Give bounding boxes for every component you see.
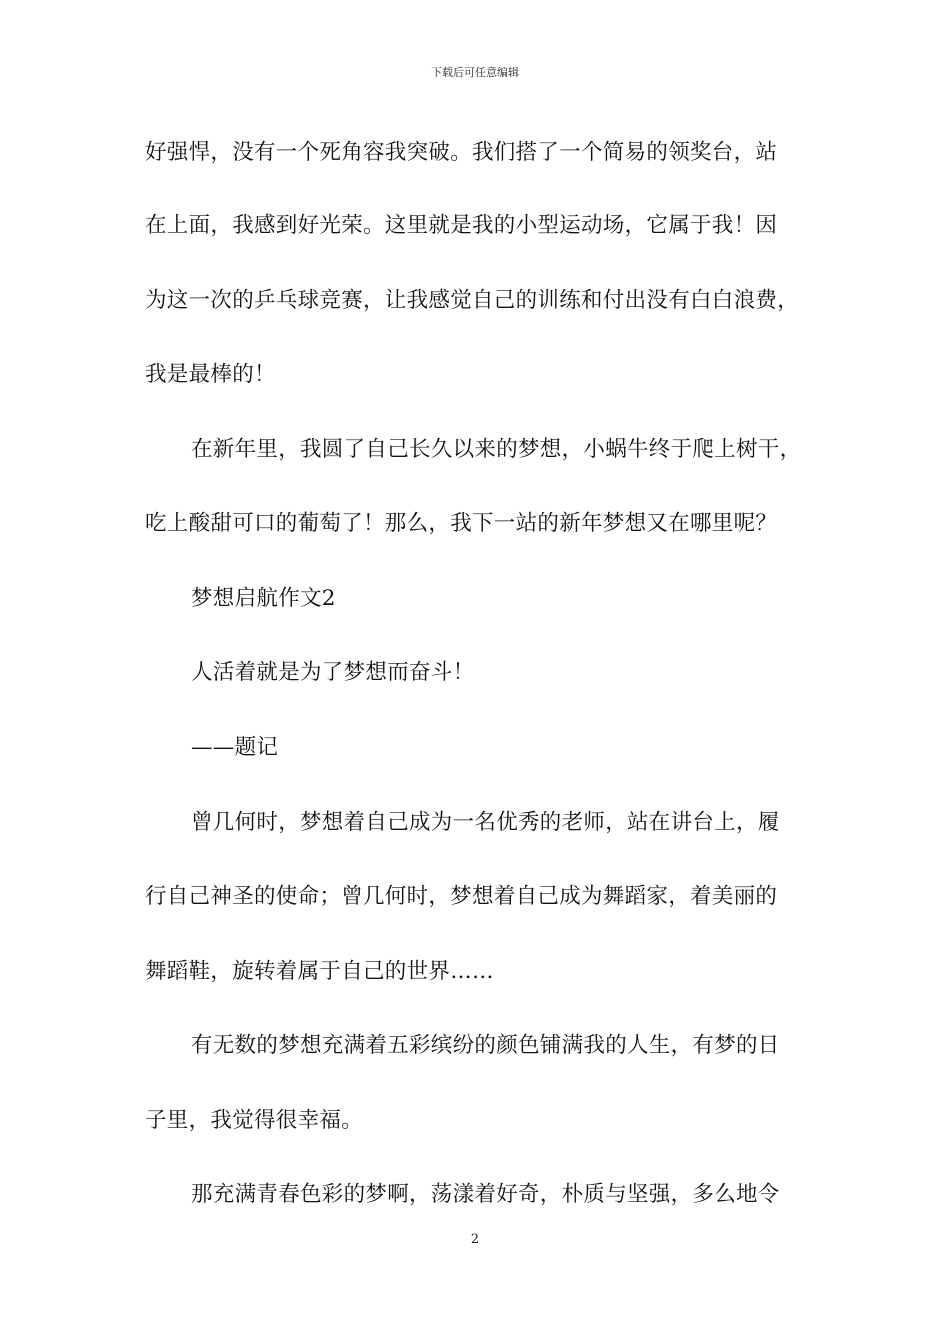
paragraph-start: 有无数的梦想充满着五彩缤纷的颜色铺满我的人生，有梦的日 xyxy=(191,1033,780,1058)
epigraph: 人活着就是为了梦想而奋斗！ xyxy=(191,660,475,685)
epigraph-attribution: ——题记 xyxy=(191,735,279,760)
text-line: 好强悍，没有一个死角容我突破。我们搭了一个简易的领奖台，站 xyxy=(145,140,778,165)
text-line: 为这一次的乒乓球竞赛，让我感觉自己的训练和付出没有白白浪费， xyxy=(145,288,800,313)
paragraph-start: 那充满青春色彩的梦啊，荡漾着好奇，朴质与坚强，多么地令 xyxy=(191,1182,780,1207)
text-line: 吃上酸甜可口的葡萄了！那么，我下一站的新年梦想又在哪里呢？ xyxy=(145,511,778,536)
text-line: 行自己神圣的使命；曾几何时，梦想着自己成为舞蹈家，着美丽的 xyxy=(145,884,778,909)
text-line: 舞蹈鞋，旋转着属于自己的世界…… xyxy=(145,959,494,984)
page-header: 下载后可任意编辑 xyxy=(431,66,519,79)
text-line: 我是最棒的！ xyxy=(145,362,276,387)
essay-title: 梦想启航作文2 xyxy=(191,586,336,611)
paragraph-start: 在新年里，我圆了自己长久以来的梦想，小蜗牛终于爬上树干， xyxy=(191,437,802,462)
text-line: 子里，我觉得很幸福。 xyxy=(145,1108,364,1133)
paragraph-start: 曾几何时，梦想着自己成为一名优秀的老师，站在讲台上，履 xyxy=(191,810,780,835)
page-number: 2 xyxy=(470,1232,480,1247)
text-line: 在上面，我感到好光荣。这里就是我的小型运动场，它属于我！因 xyxy=(145,213,778,238)
